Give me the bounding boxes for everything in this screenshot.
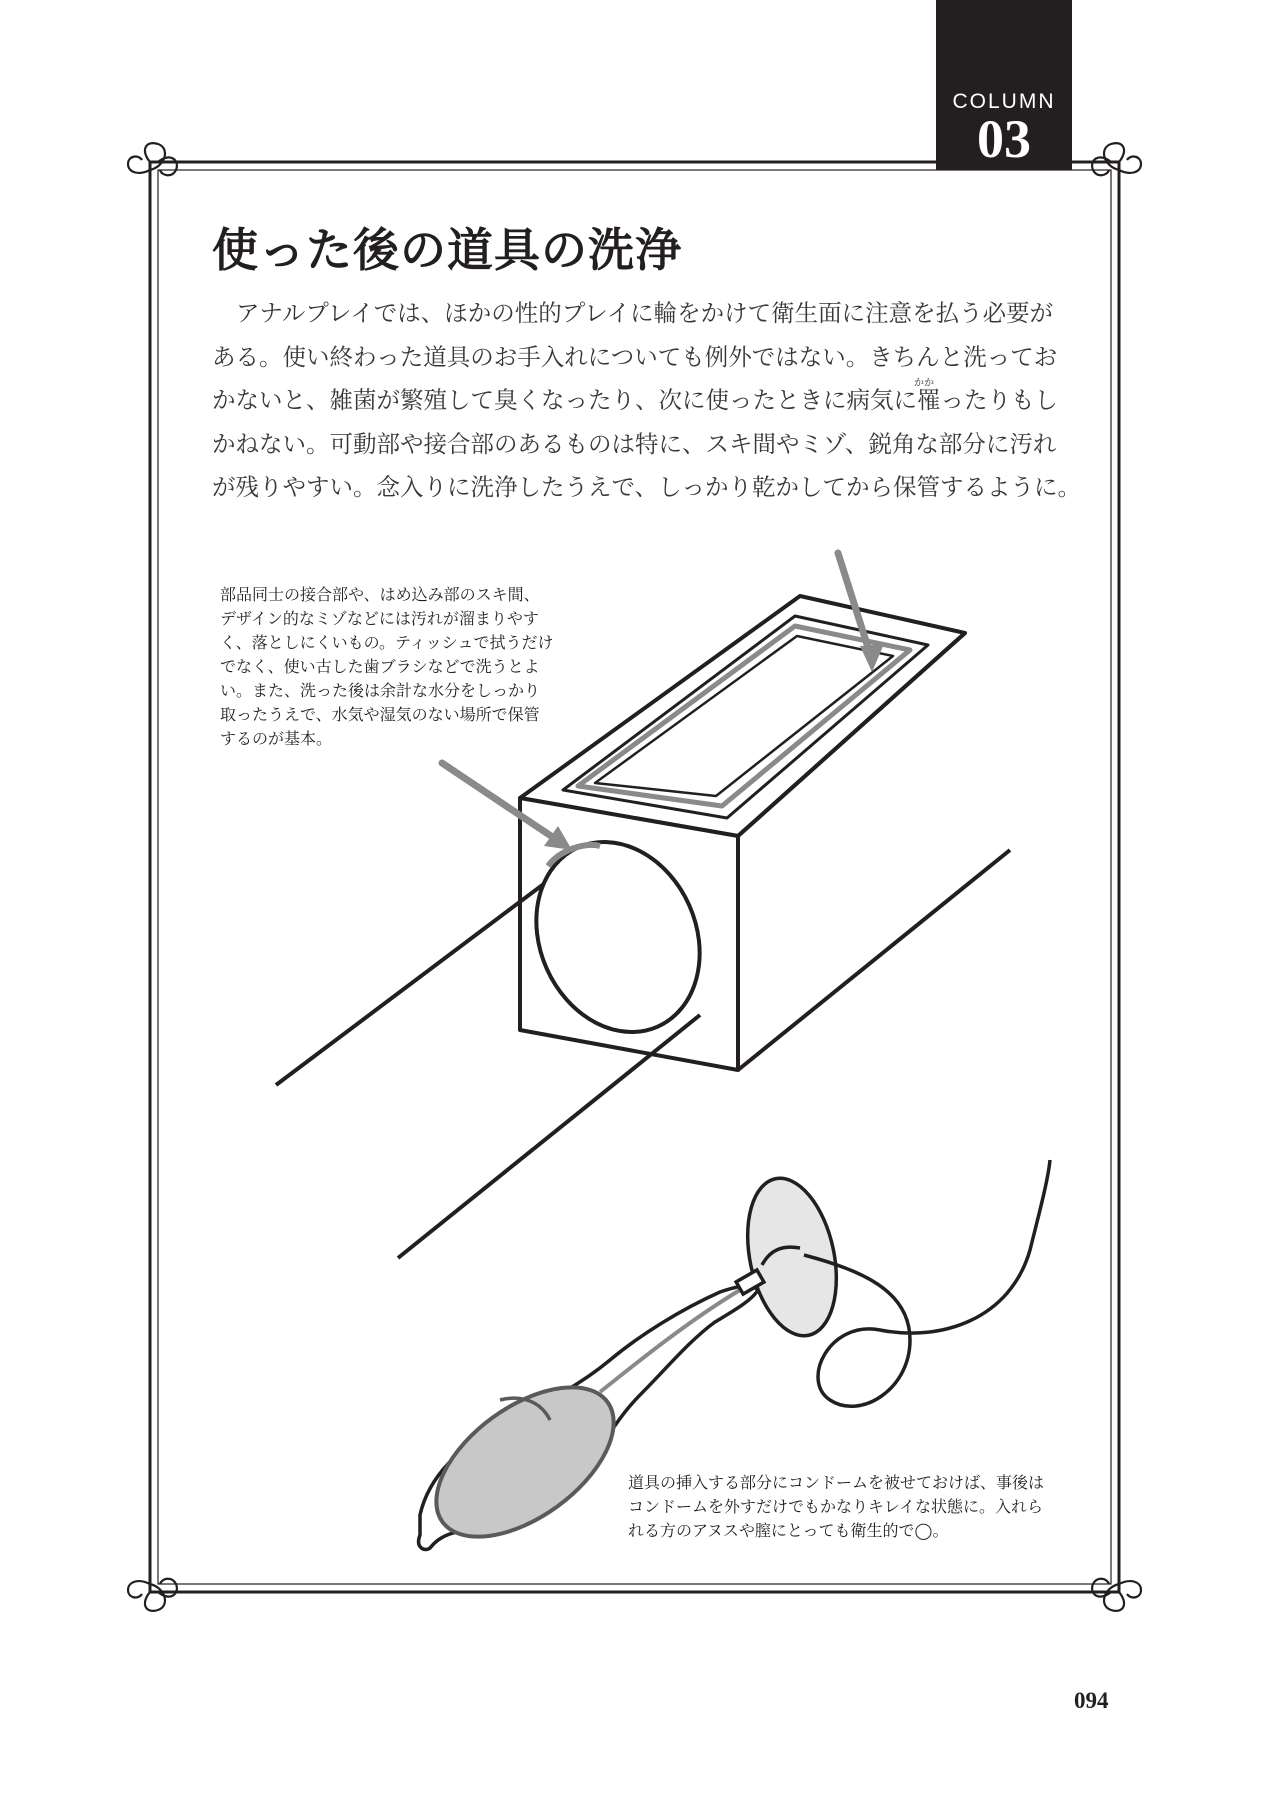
body-line: アナルプレイでは、ほかの性的プレイに輪をかけて衛生面に注意を払う必要が xyxy=(236,299,1054,327)
caption-line: でなく、使い古した歯ブラシなどで洗うとよ xyxy=(220,657,540,676)
caption-joints xyxy=(220,583,553,751)
caption-line: い。また、洗った後は余計な水分をしっかり xyxy=(220,681,541,700)
cord-illustration xyxy=(804,1160,1050,1406)
body-line: が残りやすい。念入りに洗浄したうえで、しっかり乾かしてから保管するように。 xyxy=(212,473,1082,501)
suction-cup-illustration xyxy=(734,1170,849,1344)
caption-line: 道具の挿入する部分にコンドームを被せておけば、事後は xyxy=(628,1473,1045,1492)
caption-line: 取ったうえで、水気や湿気のない場所で保管 xyxy=(220,705,540,724)
page-number: 094 xyxy=(1074,1688,1109,1713)
caption-line: く、落としにくいもの。ティッシュで拭うだけ xyxy=(220,633,554,652)
caption-line: コンドームを外すだけでもかなりキレイな状態に。入れら xyxy=(628,1497,1044,1516)
caption-line: 部品同士の接合部や、はめ込み部のスキ間、 xyxy=(220,585,540,604)
caption-line: するのが基本。 xyxy=(220,729,333,748)
body-line: かねない。可動部や接合部のあるものは特に、スキ間やミゾ、鋭角な部分に汚れ xyxy=(212,429,1057,458)
page-title: 使った後の道具の洗浄 xyxy=(212,223,682,277)
body-line: ある。使い終わった道具のお手入れについても例外ではない。きちんと洗ってお xyxy=(212,342,1058,371)
column-label: COLUMN xyxy=(952,90,1056,113)
caption-line: デザイン的なミゾなどには汚れが溜まりやす xyxy=(220,609,539,628)
body-line: かないと、雑菌が繁殖して臭くなったり、次に使ったときに病気に罹ったりもし xyxy=(212,386,1058,414)
column-number: 03 xyxy=(977,109,1031,169)
caption-condom xyxy=(628,1471,1044,1543)
caption-line: れる方のアヌスや膣にとっても衛生的で◯。 xyxy=(628,1521,949,1540)
ruby-reading: かか xyxy=(914,378,934,389)
